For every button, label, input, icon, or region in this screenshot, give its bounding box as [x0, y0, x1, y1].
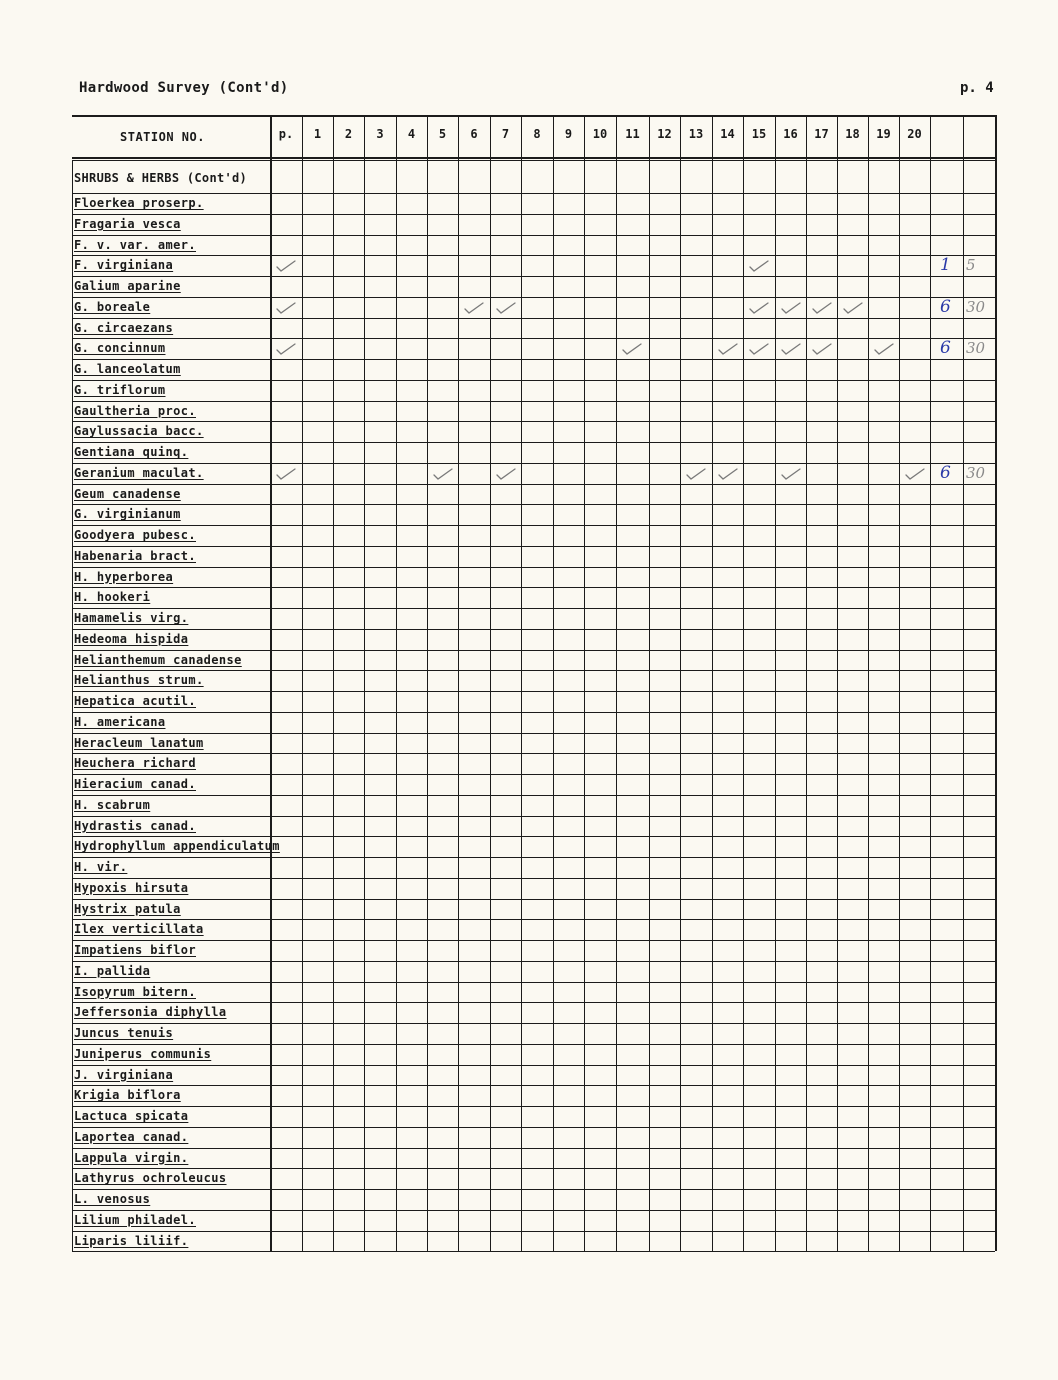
table-rule — [616, 115, 617, 1251]
column-header: p. — [278, 127, 294, 141]
table-rule — [837, 115, 838, 1251]
column-header: 18 — [845, 127, 860, 141]
species-name: Jeffersonia diphylla — [74, 1005, 227, 1020]
species-name: Isopyrum bitern. — [74, 984, 196, 999]
species-name: Heracleum lanatum — [74, 735, 204, 750]
species-name: Hypoxis hirsuta — [74, 880, 189, 895]
table-rule — [72, 878, 995, 879]
species-name: Ilex verticillata — [74, 922, 204, 937]
station-count: 6 — [940, 338, 951, 359]
check-mark-icon — [275, 341, 297, 355]
check-mark-icon — [811, 341, 833, 355]
species-name: Helianthemum canadense — [74, 652, 242, 667]
check-mark-icon — [275, 466, 297, 480]
table-rule — [427, 115, 428, 1251]
species-name: H. scabrum — [74, 797, 151, 812]
column-header: 10 — [592, 127, 608, 141]
column-header: 17 — [814, 127, 829, 141]
table-rule — [72, 587, 995, 588]
column-header: 19 — [876, 127, 891, 141]
table-rule — [712, 115, 713, 1251]
species-name: Fragaria vesca — [74, 216, 181, 231]
table-rule — [72, 857, 995, 858]
table-rule — [553, 115, 554, 1251]
table-rule — [72, 919, 995, 920]
table-rule — [72, 214, 995, 215]
table-rule — [72, 380, 995, 381]
column-header: 2 — [344, 127, 353, 141]
species-name: Hystrix patula — [74, 901, 181, 916]
species-name: Gaultheria proc. — [74, 403, 196, 418]
table-rule — [743, 115, 744, 1251]
check-mark-icon — [873, 341, 895, 355]
column-header: 7 — [501, 127, 510, 141]
species-name: F. v. var. amer. — [74, 237, 196, 252]
table-rule — [72, 1127, 995, 1128]
table-rule — [364, 115, 365, 1251]
column-header: 3 — [376, 127, 384, 141]
table-rule — [930, 115, 931, 1251]
species-name: L. venosus — [74, 1192, 151, 1206]
table-rule — [72, 836, 995, 837]
species-name: Hamamelis virg. — [74, 611, 189, 625]
station-score: 30 — [966, 463, 986, 482]
table-rule — [72, 157, 995, 159]
table-rule — [72, 235, 995, 236]
check-mark-icon — [685, 466, 707, 480]
species-name: Habenaria bract. — [74, 548, 196, 563]
table-rule — [458, 115, 459, 1251]
column-header: 4 — [407, 127, 416, 141]
check-mark-icon — [432, 466, 454, 480]
table-rule — [72, 961, 995, 962]
species-name: Gentiana quinq. — [74, 445, 189, 459]
table-rule — [72, 608, 995, 609]
table-rule — [72, 691, 995, 692]
station-count: 6 — [940, 296, 951, 317]
species-name: H. hookeri — [74, 590, 151, 605]
column-header: 14 — [720, 127, 735, 141]
check-mark-icon — [780, 466, 802, 480]
column-header: 16 — [783, 127, 798, 141]
species-name: Gaylussacia bacc. — [74, 424, 204, 439]
column-header: 5 — [438, 127, 447, 141]
column-header: 13 — [688, 127, 704, 141]
species-name: Geum canadense — [74, 486, 181, 501]
table-rule — [963, 115, 964, 1251]
table-rule — [72, 193, 995, 194]
check-mark-icon — [748, 258, 770, 272]
table-rule — [72, 816, 995, 817]
station-count: 1 — [940, 255, 951, 276]
table-rule — [72, 504, 995, 505]
species-name: H. vir. — [74, 860, 128, 874]
species-name: Goodyera pubesc. — [74, 528, 196, 542]
table-rule — [72, 940, 995, 941]
species-name: Geranium maculat. — [74, 465, 204, 480]
table-rule — [72, 774, 995, 775]
column-header: 15 — [751, 127, 767, 141]
table-rule — [72, 525, 995, 526]
table-rule — [396, 115, 397, 1251]
table-rule — [72, 795, 995, 796]
species-name: Lactuca spicata — [74, 1109, 189, 1123]
species-name: G. boreale — [74, 299, 151, 314]
table-rule — [72, 1251, 995, 1252]
station-count: 6 — [940, 462, 951, 483]
column-header: 20 — [907, 127, 922, 141]
table-rule — [521, 115, 522, 1251]
column-header: 6 — [470, 127, 478, 141]
table-rule — [72, 1189, 995, 1190]
table-rule — [270, 115, 272, 1251]
species-name: Impatiens biflor — [74, 943, 196, 957]
species-name: Helianthus strum. — [74, 673, 204, 688]
check-mark-icon — [463, 300, 485, 314]
species-name: I. pallida — [74, 963, 151, 978]
table-rule — [72, 982, 995, 983]
table-rule — [72, 160, 995, 161]
table-rule — [72, 160, 73, 1251]
species-name: Lappula virgin. — [74, 1150, 189, 1165]
check-mark-icon — [842, 300, 864, 314]
column-header: 12 — [657, 127, 672, 141]
check-mark-icon — [904, 466, 926, 480]
species-name: Hydrastis canad. — [74, 818, 196, 833]
species-name: J. virginiana — [74, 1067, 174, 1082]
species-name: G. virginianum — [74, 507, 181, 522]
check-mark-icon — [780, 300, 802, 314]
check-mark-icon — [621, 341, 643, 355]
species-name: G. circaezans — [74, 320, 174, 335]
table-rule — [72, 753, 995, 754]
table-rule — [72, 1231, 995, 1232]
table-rule — [995, 115, 997, 1251]
table-rule — [72, 442, 995, 443]
table-rule — [72, 401, 995, 402]
page-number: p. 4 — [960, 80, 994, 96]
table-rule — [868, 115, 869, 1251]
table-rule — [72, 567, 995, 568]
species-name: H. americana — [74, 714, 166, 729]
table-rule — [806, 115, 807, 1251]
check-mark-icon — [275, 300, 297, 314]
table-rule — [72, 1023, 995, 1024]
table-rule — [72, 899, 995, 900]
table-rule — [72, 1168, 995, 1169]
column-header: 9 — [564, 127, 573, 141]
species-name: F. virginiana — [74, 258, 174, 273]
page-title: Hardwood Survey (Cont'd) — [79, 80, 289, 96]
station-score: 30 — [966, 339, 986, 358]
table-rule — [72, 421, 995, 422]
table-rule — [333, 115, 334, 1251]
species-name: Lilium philadel. — [74, 1212, 196, 1227]
table-rule — [72, 338, 995, 339]
table-rule — [72, 1002, 995, 1003]
check-mark-icon — [780, 341, 802, 355]
table-rule — [680, 115, 681, 1251]
section-heading: SHRUBS & HERBS (Cont'd) — [74, 171, 248, 185]
table-rule — [72, 1065, 995, 1066]
species-name: Hydrophyllum appendiculatum — [74, 839, 280, 854]
species-name: Floerkea proserp. — [74, 196, 204, 210]
table-rule — [72, 670, 995, 671]
check-mark-icon — [495, 466, 517, 480]
table-rule — [72, 1148, 995, 1149]
check-mark-icon — [275, 258, 297, 272]
species-name: Laportea canad. — [74, 1129, 189, 1144]
table-rule — [72, 276, 995, 277]
table-rule — [72, 1106, 995, 1107]
species-name: Juniperus communis — [74, 1046, 212, 1061]
species-name: Krigia biflora — [74, 1088, 181, 1103]
species-name: G. triflorum — [74, 382, 166, 397]
table-rule — [899, 115, 900, 1251]
check-mark-icon — [748, 300, 770, 314]
station-score: 5 — [966, 256, 976, 275]
check-mark-icon — [811, 300, 833, 314]
table-rule — [72, 650, 995, 651]
table-rule — [72, 1044, 995, 1045]
species-name: G. concinnum — [74, 341, 166, 356]
species-name: Lathyrus ochroleucus — [74, 1171, 227, 1186]
species-name: Hieracium canad. — [74, 777, 196, 791]
species-name: H. hyperborea — [74, 569, 174, 584]
species-name: Heuchera richard — [74, 756, 196, 771]
table-rule — [72, 463, 995, 464]
column-header: 1 — [313, 127, 322, 141]
table-rule — [490, 115, 491, 1251]
table-rule — [72, 255, 995, 256]
table-rule — [72, 1085, 995, 1086]
table-rule — [72, 318, 995, 319]
table-rule — [72, 115, 995, 117]
station-number-label: STATION NO. — [120, 130, 205, 144]
check-mark-icon — [748, 341, 770, 355]
column-header: 8 — [533, 127, 541, 141]
check-mark-icon — [495, 300, 517, 314]
table-rule — [72, 733, 995, 734]
table-rule — [72, 359, 995, 360]
table-rule — [72, 629, 995, 630]
table-rule — [72, 297, 995, 298]
column-header: 11 — [625, 127, 640, 141]
species-name: Hepatica acutil. — [74, 694, 196, 708]
species-name: G. lanceolatum — [74, 362, 181, 376]
check-mark-icon — [717, 466, 739, 480]
species-name: Galium aparine — [74, 279, 181, 293]
table-rule — [584, 115, 585, 1251]
table-rule — [649, 115, 650, 1251]
species-name: Hedeoma hispida — [74, 631, 189, 646]
table-rule — [72, 484, 995, 485]
table-rule — [302, 115, 303, 1251]
table-rule — [72, 546, 995, 547]
table-rule — [72, 1210, 995, 1211]
species-name: Liparis liliif. — [74, 1233, 189, 1248]
check-mark-icon — [717, 341, 739, 355]
station-score: 30 — [966, 297, 986, 316]
table-rule — [72, 712, 995, 713]
species-name: Juncus tenuis — [74, 1026, 174, 1040]
table-rule — [775, 115, 776, 1251]
